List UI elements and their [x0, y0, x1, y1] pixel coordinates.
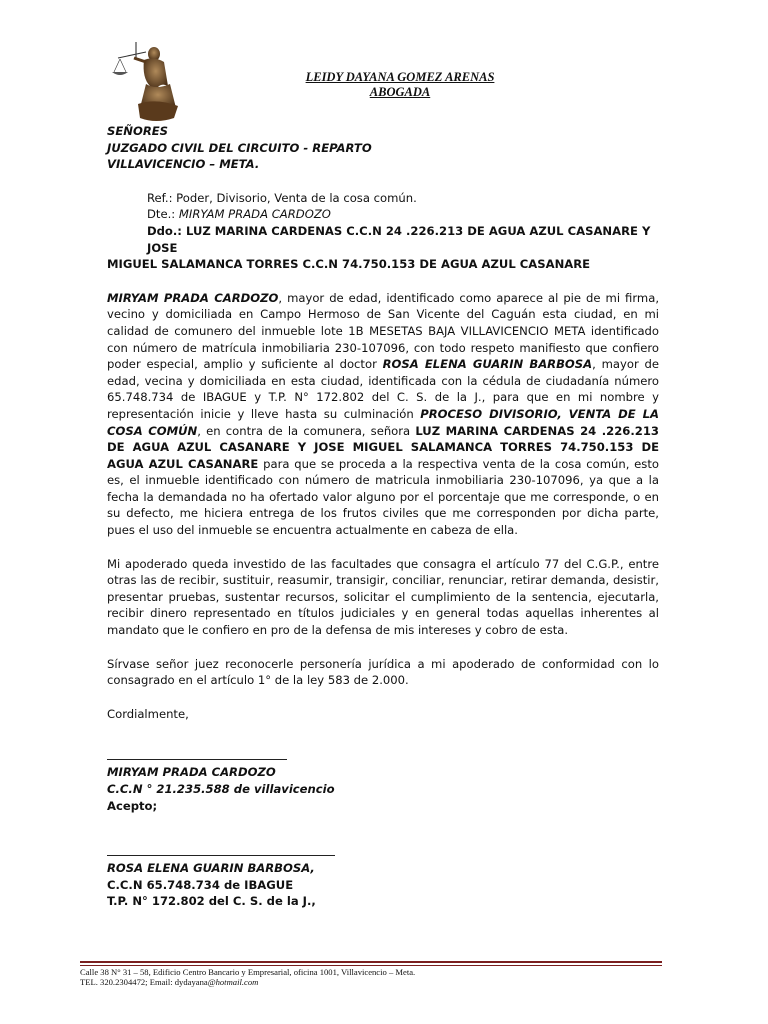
references: [107, 190, 659, 273]
process-name: PROCESO DIVISORIO, VENTA DE LA COSA COMÚN: [107, 406, 659, 438]
paragraph-faculties: Mi apoderado queda investido de las facultades que consagra el artículo 77 del C.G.P., entre otras las de recibir, sustituir, reasumir, transigir, conciliar, renunciar, retirar demanda, desistir, presentar pruebas, sustentar recursos, solicitar el cumplimiento de la sentencia, ejecutarla, recibir dinero representado en títulos judiciales y en general todas aquellas inherentes al mandato que le confiero en pro de la defensa de mis intereses y cobro de esta.: [107, 556, 659, 638]
dte-value: MIRYAM PRADA CARDOZO: [178, 207, 331, 222]
lawyer-profession: ABOGADA: [369, 85, 431, 99]
signature-line-1: [107, 748, 287, 760]
paragraph-power-of-attorney: [107, 290, 659, 539]
defendants-names: LUZ MARINA CARDENAS 24 .226.213 DE AGUA AZUL CASANARE Y JOSE MIGUEL SALAMANCA TORRES 74.750.153 DE AGUA AZUL CASANARE: [107, 423, 659, 471]
signer2-name: ROSA ELENA GUARIN BARBOSA,: [107, 861, 315, 876]
footer-email-domain: @hotmail.com: [207, 977, 259, 987]
footer: [80, 967, 680, 987]
letterhead: [200, 70, 600, 100]
footer-rule: [80, 961, 662, 963]
addressee-line-1: SEÑORES: [107, 124, 169, 138]
paragraph1-text-4: para que se proceda a la respectiva venta de la cosa común, esto es, el inmueble identificado con número de matricula inmobiliaria 230-107096, ya que a la fecha la demandada no ha ofertado valor alguno por el porcentaje que me corresponde, o en su defecto, me hiciera entrega de los frutos civiles que me corresponden por dicha parte, pues el uso del inmueble se encuentra actualmente en cabeza de ella.: [107, 456, 659, 538]
attorney-name: ROSA ELENA GUARIN BARBOSA: [382, 357, 593, 372]
signer2-id: C.C.N 65.748.734 de IBAGUE: [107, 877, 294, 892]
justice-statue-icon: [110, 38, 192, 124]
addressee-line-3: VILLAVICENCIO – META.: [107, 157, 260, 172]
footer-contact: [80, 977, 680, 987]
ref-line: Ref.: Poder, Divisorio, Venta de la cosa común.: [147, 190, 417, 205]
paragraph-request: Sírvase señor juez reconocerle personería jurídica a mi apoderado de conformidad con lo consagrado en el artículo 1° de la ley 583 de 2.000.: [107, 656, 659, 688]
addressee-line-2: JUZGADO CIVIL DEL CIRCUITO - REPARTO: [107, 140, 372, 155]
lawyer-name: LEIDY DAYANA GOMEZ ARENAS: [305, 70, 495, 84]
footer-phone-email: TEL. 320.2304472; Email: dydayana: [80, 977, 208, 987]
accept-label: Acepto;: [107, 798, 158, 813]
signature-line-2: [107, 844, 335, 856]
letter-body: [107, 123, 659, 910]
signer2-tp: T.P. N° 172.802 del C. S. de la J.,: [107, 894, 316, 909]
signer1-name: MIRYAM PRADA CARDOZO: [107, 765, 276, 780]
addressee: [107, 123, 659, 173]
paragraph1-text-2: , mayor de edad, vecina y domiciliada en esta ciudad, identificada con la cédula de ciudadanía número 65.748.734 de IBAGUE y T.P. N° 172.802 del C. S. de la J., para que en mi nombre y representación inicie y lleve hasta su culminación: [107, 357, 659, 421]
closing: Cordialmente,: [107, 706, 189, 721]
ddo-line-2: MIGUEL SALAMANCA TORRES C.C.N 74.750.153 DE AGUA AZUL CASANARE: [107, 257, 591, 272]
signer1-id: C.C.N ° 21.235.588 de villavicencio: [107, 782, 335, 796]
grantor-name: MIRYAM PRADA CARDOZO: [107, 290, 279, 305]
ddo-line-1: Ddo.: LUZ MARINA CARDENAS C.C.N 24 .226.213 DE AGUA AZUL CASANARE Y JOSE: [147, 223, 651, 255]
footer-rule-thin: [80, 965, 662, 966]
paragraph1-text-3: , en contra de la comunera, señora: [197, 423, 416, 438]
footer-address: Calle 38 N° 31 – 58, Edificio Centro Bancario y Empresarial, oficina 1001, Villavicencio – Meta.: [80, 967, 416, 977]
dte-label: Dte.:: [147, 207, 179, 222]
paragraph1-text-1: , mayor de edad, identificado como aparece al pie de mi firma, vecino y domiciliada en Campo Hermoso de San Vicente del Caguán esta ciudad, en mi calidad de comunero del inmueble lote 1B MESETAS BAJA VILLAVICENCIO META identificado con número de matrícula inmobiliaria 230-107096, con todo respeto manifiesto que confiero poder especial, amplio y suficiente al doctor: [107, 290, 660, 372]
dte-line: [107, 206, 659, 223]
